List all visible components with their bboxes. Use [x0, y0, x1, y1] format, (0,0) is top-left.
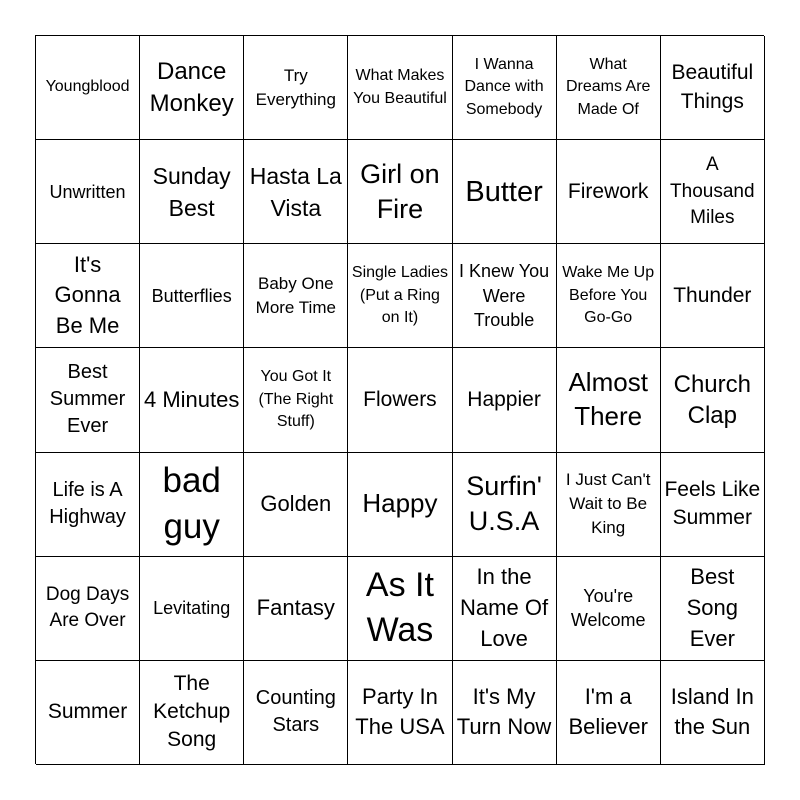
- bingo-cell[interactable]: Levitating: [140, 557, 244, 661]
- bingo-cell[interactable]: Fantasy: [244, 557, 348, 661]
- bingo-cell[interactable]: Girl on Fire: [348, 140, 452, 244]
- bingo-cell[interactable]: Sunday Best: [140, 140, 244, 244]
- bingo-cell[interactable]: Wake Me Up Before You Go-Go: [557, 244, 661, 348]
- bingo-cell[interactable]: I Knew You Were Trouble: [453, 244, 557, 348]
- bingo-cell[interactable]: Golden: [244, 453, 348, 557]
- bingo-cell[interactable]: It's My Turn Now: [453, 661, 557, 765]
- bingo-cell[interactable]: The Ketchup Song: [140, 661, 244, 765]
- bingo-cell[interactable]: Counting Stars: [244, 661, 348, 765]
- bingo-cell[interactable]: Happy: [348, 453, 452, 557]
- bingo-cell[interactable]: Beautiful Things: [661, 36, 765, 140]
- bingo-cell[interactable]: Life is A Highway: [36, 453, 140, 557]
- bingo-cell[interactable]: It's Gonna Be Me: [36, 244, 140, 348]
- bingo-cell[interactable]: Butter: [453, 140, 557, 244]
- bingo-cell[interactable]: Try Everything: [244, 36, 348, 140]
- bingo-cell[interactable]: Flowers: [348, 348, 452, 452]
- bingo-cell[interactable]: Party In The USA: [348, 661, 452, 765]
- bingo-cell[interactable]: Youngblood: [36, 36, 140, 140]
- bingo-cell[interactable]: Hasta La Vista: [244, 140, 348, 244]
- bingo-cell[interactable]: Summer: [36, 661, 140, 765]
- bingo-cell[interactable]: Butterflies: [140, 244, 244, 348]
- bingo-cell[interactable]: bad guy: [140, 453, 244, 557]
- bingo-cell[interactable]: I Just Can't Wait to Be King: [557, 453, 661, 557]
- bingo-cell[interactable]: Almost There: [557, 348, 661, 452]
- bingo-cell[interactable]: Happier: [453, 348, 557, 452]
- bingo-cell[interactable]: In the Name Of Love: [453, 557, 557, 661]
- bingo-cell[interactable]: Firework: [557, 140, 661, 244]
- bingo-cell[interactable]: Unwritten: [36, 140, 140, 244]
- bingo-board: [35, 35, 764, 764]
- bingo-cell[interactable]: What Dreams Are Made Of: [557, 36, 661, 140]
- bingo-cell[interactable]: You Got It (The Right Stuff): [244, 348, 348, 452]
- bingo-cell[interactable]: Surfin' U.S.A: [453, 453, 557, 557]
- bingo-cell[interactable]: I Wanna Dance with Somebody: [453, 36, 557, 140]
- bingo-cell[interactable]: Thunder: [661, 244, 765, 348]
- bingo-cell[interactable]: What Makes You Beautiful: [348, 36, 452, 140]
- bingo-cell[interactable]: As It Was: [348, 557, 452, 661]
- bingo-cell[interactable]: You're Welcome: [557, 557, 661, 661]
- bingo-cell[interactable]: Dance Monkey: [140, 36, 244, 140]
- bingo-cell[interactable]: I'm a Believer: [557, 661, 661, 765]
- bingo-cell[interactable]: Church Clap: [661, 348, 765, 452]
- bingo-cell[interactable]: Best Summer Ever: [36, 348, 140, 452]
- bingo-cell[interactable]: Baby One More Time: [244, 244, 348, 348]
- bingo-cell[interactable]: Dog Days Are Over: [36, 557, 140, 661]
- bingo-cell[interactable]: 4 Minutes: [140, 348, 244, 452]
- bingo-cell[interactable]: Island In the Sun: [661, 661, 765, 765]
- bingo-cell[interactable]: Single Ladies (Put a Ring on It): [348, 244, 452, 348]
- bingo-cell[interactable]: Best Song Ever: [661, 557, 765, 661]
- bingo-cell[interactable]: Feels Like Summer: [661, 453, 765, 557]
- bingo-cell[interactable]: A Thousand Miles: [661, 140, 765, 244]
